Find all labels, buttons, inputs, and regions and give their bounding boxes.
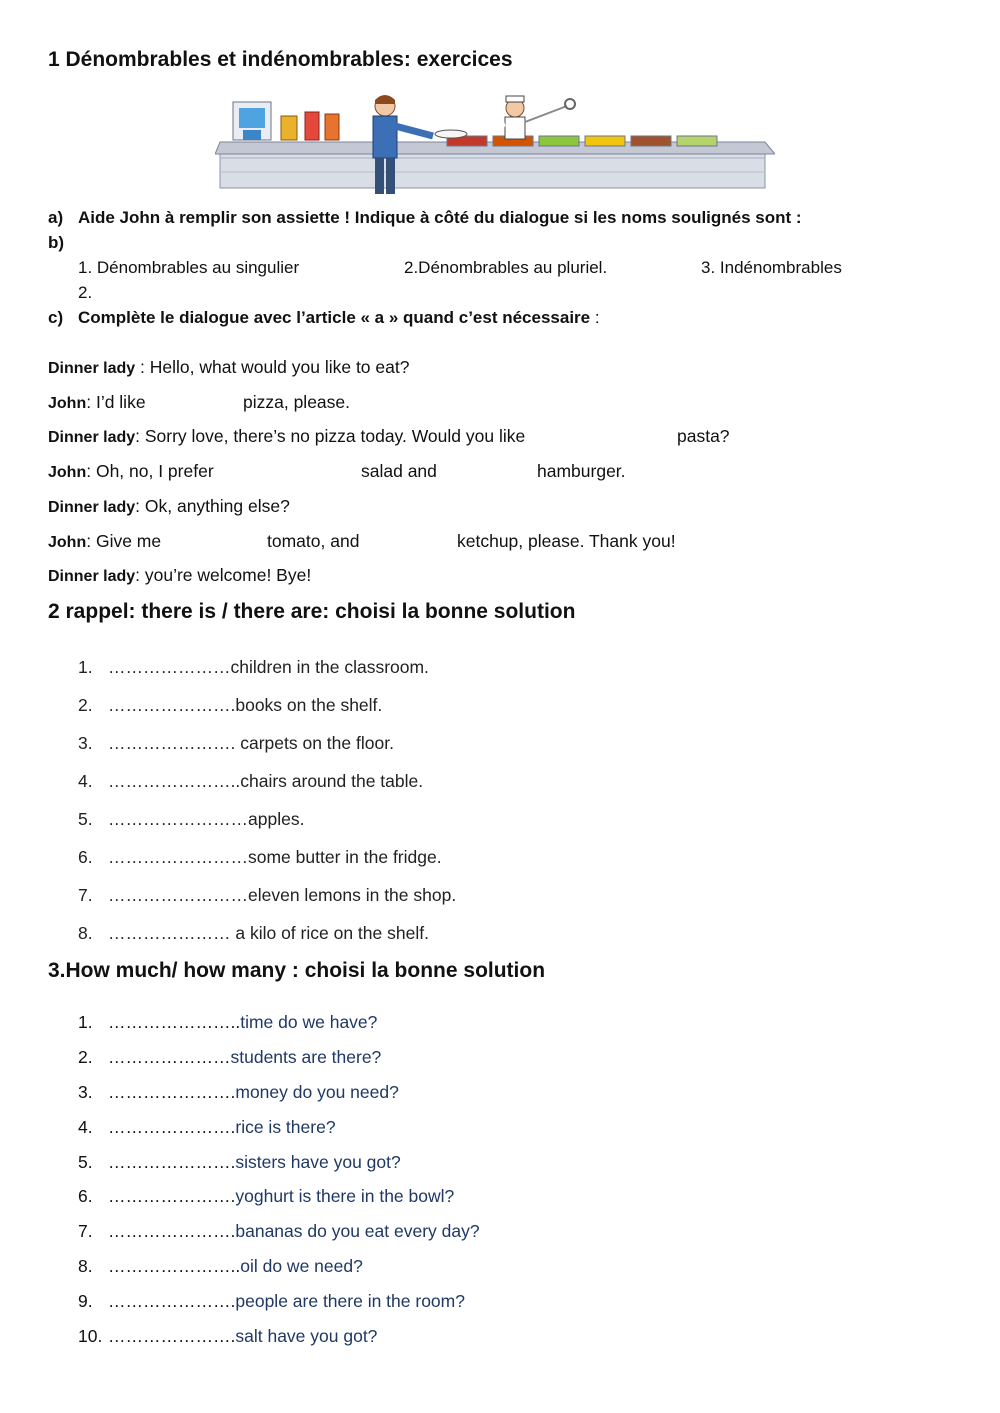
- item-number: 9.: [78, 1291, 93, 1311]
- exercise-item: [78, 695, 382, 716]
- item-number: 5.: [78, 809, 93, 829]
- item-text: students are there?: [230, 1047, 382, 1067]
- item-number: 3.: [78, 733, 93, 753]
- line-text: Oh, no, I prefer: [95, 461, 214, 481]
- item-text: bananas do you eat every day?: [235, 1221, 480, 1241]
- item-text: …………………. carpets on the floor.: [108, 733, 394, 753]
- exercise-item: [78, 809, 304, 830]
- item-dots: ………………….: [108, 1326, 236, 1346]
- item-number: 4.: [78, 771, 93, 791]
- exercise-item: [78, 1291, 465, 1312]
- question-c-text: Complète le dialogue avec l’article « a » quand c’est nécessaire: [78, 308, 591, 327]
- question-a-text: Aide John à remplir son assiette ! Indique à côté du dialogue si les noms soulignés sont :: [78, 208, 802, 227]
- item-number: 6.: [78, 1186, 93, 1206]
- item-text: ………………….books on the shelf.: [108, 695, 383, 715]
- section2-title: 2 rappel: there is / there are: choisi la bonne solution: [48, 600, 576, 623]
- separator: :: [135, 496, 145, 516]
- speaker: John: [48, 464, 87, 481]
- speaker: Dinner lady: [48, 429, 136, 446]
- speaker: Dinner lady: [48, 360, 136, 377]
- item-dots: ………………….: [108, 1082, 236, 1102]
- dialogue-line: [48, 461, 214, 482]
- question-b-label: b): [48, 233, 65, 252]
- separator: :: [135, 357, 150, 377]
- item-dots: ………………….: [108, 1152, 236, 1172]
- item-number: 2.: [78, 695, 93, 715]
- question-c-label: c): [48, 308, 64, 327]
- exercise-item: [78, 1047, 381, 1068]
- question-a: [48, 208, 63, 228]
- item-text: sisters have you got?: [235, 1152, 401, 1172]
- option-uncountable: 3. Indénombrables: [701, 258, 842, 277]
- line-text: Ok, anything else?: [144, 496, 290, 516]
- line-text: Hello, what would you like to eat?: [149, 357, 410, 377]
- item-dots: ………………….: [108, 1117, 236, 1137]
- exercise-item: [78, 771, 423, 792]
- exercise-item: [78, 923, 429, 944]
- item-text: ……………………eleven lemons in the shop.: [108, 885, 457, 905]
- section3-title: 3.How much/ how many : choisi la bonne solution: [48, 959, 546, 982]
- separator: :: [135, 426, 145, 446]
- cafeteria-illustration: [215, 92, 775, 200]
- speaker: John: [48, 395, 87, 412]
- speaker: Dinner lady: [48, 499, 136, 516]
- separator: :: [86, 392, 96, 412]
- line-text: pizza, please.: [243, 392, 351, 412]
- exercise-item: [78, 885, 456, 906]
- exercise-item: [78, 1326, 377, 1347]
- question-c-tail: :: [590, 308, 600, 327]
- line-text: you’re welcome! Bye!: [144, 565, 312, 585]
- item-number: 2.: [78, 1047, 93, 1067]
- option-list-marker: 2.: [78, 283, 93, 302]
- item-text: salt have you got?: [235, 1326, 378, 1346]
- line-text: tomato, and: [267, 531, 360, 551]
- item-number: 3.: [78, 1082, 93, 1102]
- item-text: ……………………apples.: [108, 809, 305, 829]
- item-dots: …………………: [108, 1047, 231, 1067]
- dialogue-line: [48, 357, 409, 378]
- item-number: 5.: [78, 1152, 93, 1172]
- dialogue-line: [48, 496, 290, 517]
- option-countable-plural: 2.Dénombrables au pluriel.: [404, 258, 608, 277]
- dialogue-line: [48, 392, 146, 413]
- exercise-item: [78, 847, 442, 868]
- exercise-item: [78, 1186, 454, 1207]
- exercise-item: [78, 733, 394, 754]
- question-a-label: a): [48, 208, 64, 227]
- exercise-item: [78, 1152, 401, 1173]
- item-text: oil do we need?: [240, 1256, 363, 1276]
- item-number: 4.: [78, 1117, 93, 1137]
- section1-title: 1 Dénombrables et indénombrables: exercices: [48, 48, 513, 71]
- item-dots: ………………….: [108, 1291, 236, 1311]
- line-text: Sorry love, there’s no pizza today. Would you like: [144, 426, 526, 446]
- exercise-item: [78, 1117, 336, 1138]
- item-number: 6.: [78, 847, 93, 867]
- item-dots: ………………….: [108, 1221, 236, 1241]
- item-number: 8.: [78, 923, 93, 943]
- option-countable-singular: 1. Dénombrables au singulier: [78, 258, 300, 277]
- separator: :: [86, 531, 96, 551]
- exercise-item: [78, 1256, 363, 1277]
- exercise-item: [78, 1082, 399, 1103]
- speaker: Dinner lady: [48, 568, 136, 585]
- line-text: Give me: [95, 531, 162, 551]
- item-number: 8.: [78, 1256, 93, 1276]
- item-text: …………………..chairs around the table.: [108, 771, 424, 791]
- item-text: time do we have?: [240, 1012, 378, 1032]
- item-text: rice is there?: [235, 1117, 336, 1137]
- dialogue-line: [48, 565, 311, 586]
- exercise-item: [78, 1012, 377, 1033]
- line-text: I’d like: [95, 392, 146, 412]
- separator: :: [135, 565, 145, 585]
- dialogue-line: [48, 531, 161, 552]
- item-dots: …………………..: [108, 1256, 241, 1276]
- exercise-item: [78, 1221, 480, 1242]
- item-number: 7.: [78, 1221, 93, 1241]
- item-text: people are there in the room?: [235, 1291, 465, 1311]
- item-text: ………………… a kilo of rice on the shelf.: [108, 923, 429, 943]
- exercise-item: [78, 657, 429, 678]
- item-number: 10.: [78, 1326, 103, 1346]
- dialogue-line: [48, 426, 525, 447]
- item-number: 1.: [78, 657, 93, 677]
- item-number: 1.: [78, 1012, 93, 1032]
- item-text: money do you need?: [235, 1082, 399, 1102]
- line-text: salad and: [361, 461, 437, 481]
- line-text: hamburger.: [537, 461, 626, 481]
- item-text: …………………children in the classroom.: [108, 657, 429, 677]
- item-dots: ………………….: [108, 1186, 236, 1206]
- item-text: ……………………some butter in the fridge.: [108, 847, 442, 867]
- item-text: yoghurt is there in the bowl?: [235, 1186, 455, 1206]
- question-c: [78, 308, 600, 328]
- separator: :: [86, 461, 96, 481]
- speaker: John: [48, 534, 87, 551]
- line-text: ketchup, please. Thank you!: [457, 531, 676, 551]
- line-text: pasta?: [677, 426, 730, 446]
- item-dots: …………………..: [108, 1012, 241, 1032]
- item-number: 7.: [78, 885, 93, 905]
